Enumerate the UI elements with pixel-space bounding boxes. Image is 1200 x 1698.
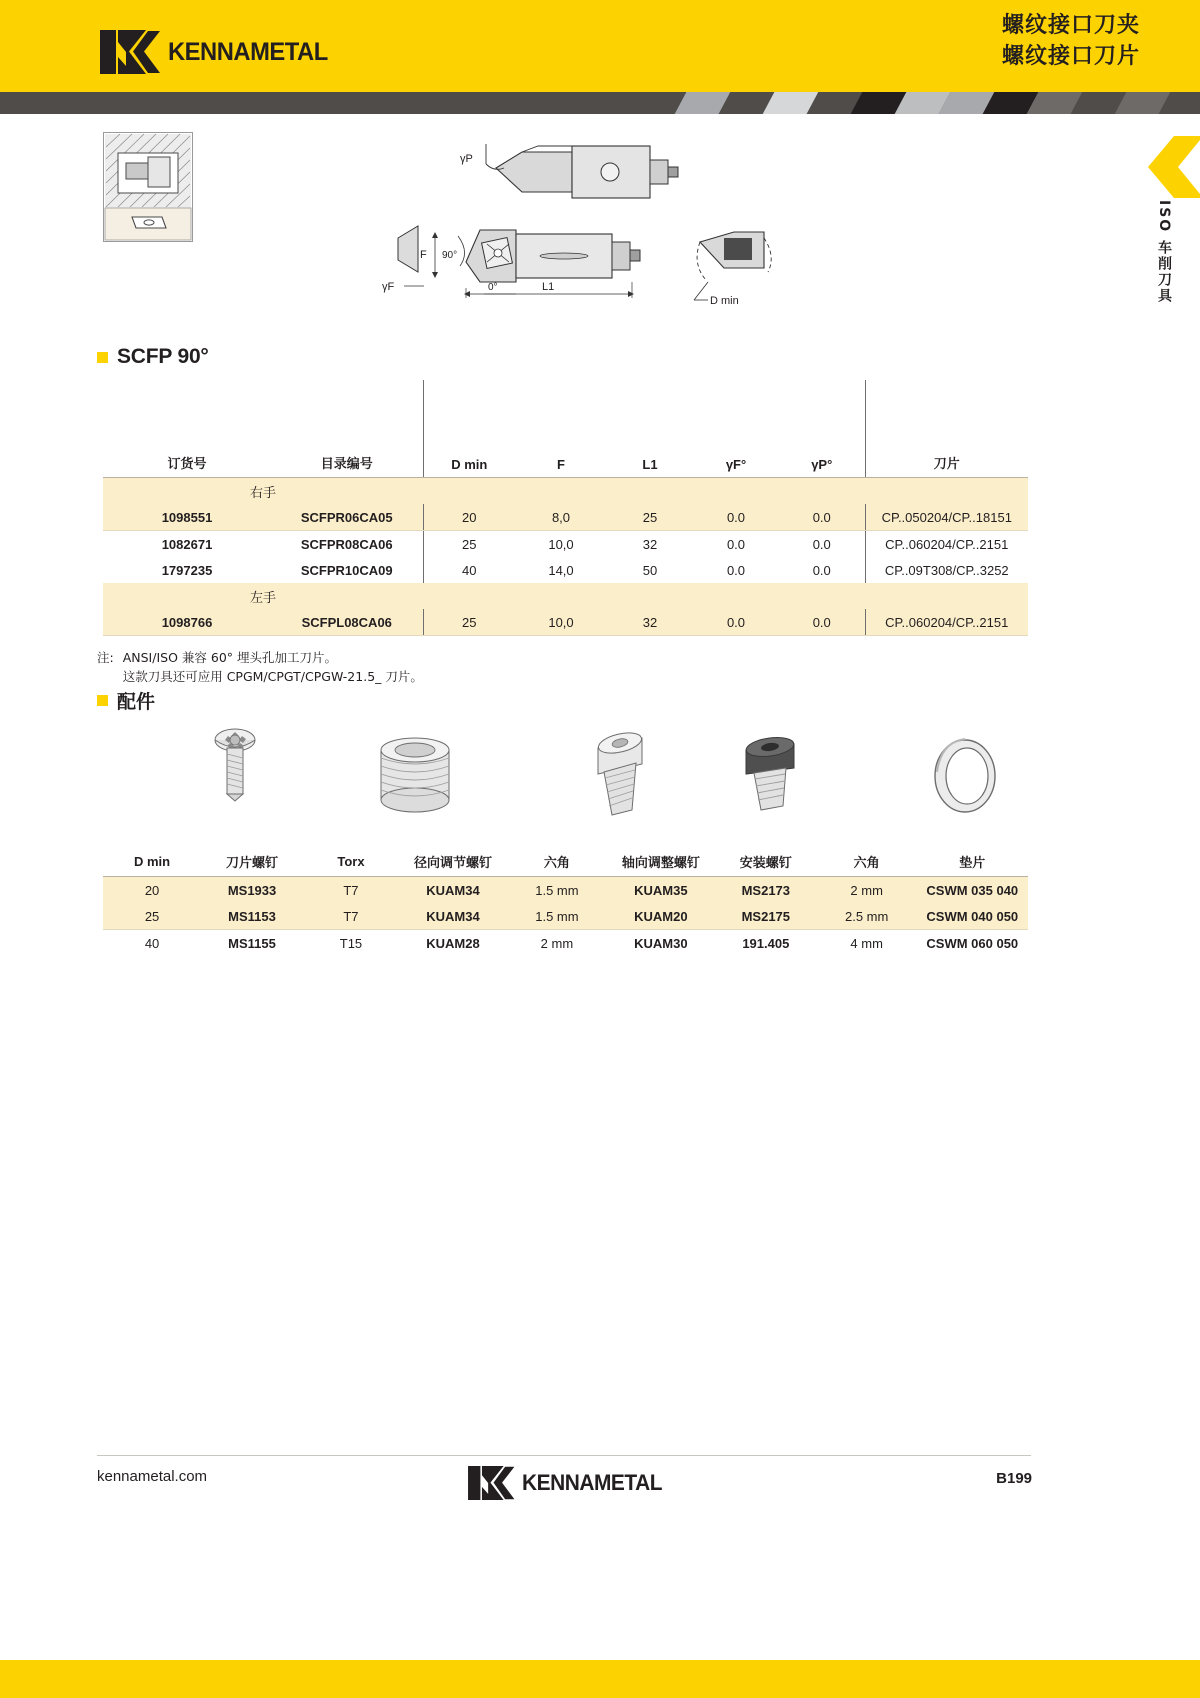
acc-cell-insert-screw: MS1933: [201, 877, 303, 904]
note-line-2: 这款刀具还可应用 CPGM/CPGT/CPGW-21.5_ 刀片。: [122, 669, 423, 684]
spec-col-catalog-no: 目录编号: [271, 380, 423, 478]
svg-text:F: F: [420, 249, 427, 261]
acc-col-mounting-screw: 安装螺钉: [715, 852, 817, 877]
spec-cell-d-min: 40: [423, 557, 515, 583]
spec-cell-order-no: 1082671: [161, 536, 213, 552]
svg-text:0°: 0°: [488, 282, 498, 293]
acc-col-hex-2: 六角: [817, 852, 917, 877]
acc-cell-hex-2: 2.5 mm: [817, 903, 917, 930]
spec-cell-l1: 32: [607, 609, 693, 636]
diagram-top-view: [430, 134, 760, 214]
spec-cell-catalog-no: SCFPL08CA06: [271, 609, 423, 636]
spec-cell-f: 10,0: [548, 536, 574, 552]
spec-cell-gamma-p: 0.0: [779, 504, 865, 531]
spec-cell-order-no: 1098551: [103, 504, 271, 531]
side-tab-label: ISO 车削刀具: [1156, 200, 1172, 305]
acc-col-insert-screw: 刀片螺钉: [201, 852, 303, 877]
spec-cell-order-no: 1797235: [161, 562, 213, 578]
kennametal-logo-icon: [100, 30, 162, 74]
acc-cell-axial-screw: KUAM30: [634, 935, 688, 951]
section-heading-scfp: [97, 345, 209, 369]
acc-col-hex-1: 六角: [507, 852, 607, 877]
spec-cell-catalog-no: SCFPR08CA06: [300, 536, 393, 552]
spec-cell-d-min: 25: [423, 609, 515, 636]
spec-cell-l1: 25: [607, 504, 693, 531]
chevron-left-icon: [1140, 136, 1200, 198]
technical-diagram: [0, 120, 1030, 350]
page-number: B199: [996, 1470, 1032, 1487]
spec-col-insert: 刀片: [865, 380, 1028, 478]
spec-cell-catalog-no: SCFPR06CA05: [271, 504, 423, 531]
kennametal-logo: [100, 30, 336, 74]
spec-col-d-min: D min: [423, 380, 515, 478]
spec-cell-gamma-f: 0.0: [726, 536, 746, 552]
spec-cell-f: 14,0: [548, 562, 574, 578]
acc-col-axial-screw: 轴向调整螺钉: [607, 852, 715, 877]
footer-logo: [468, 1466, 669, 1500]
spec-cell-d-min: 25: [423, 531, 515, 558]
spec-group-label-right: 右手: [103, 478, 423, 505]
spec-table: [103, 380, 1028, 636]
accessory-table: [103, 852, 1028, 956]
radial-adjust-screw-icon: [365, 728, 465, 828]
svg-text:D min: D min: [710, 295, 739, 307]
spec-group-label-left: 左手: [103, 583, 423, 609]
spec-table-head: [103, 380, 1028, 478]
mounting-screw-icon: [730, 728, 810, 828]
section-bullet-icon: [97, 695, 108, 706]
acc-cell-torx: T7: [303, 903, 399, 930]
spec-cell-gamma-p: 0.0: [779, 609, 865, 636]
acc-cell-mounting-screw: MS2173: [715, 877, 817, 904]
diagram-detail-view: [680, 220, 870, 340]
spec-cell-gamma-f: 0.0: [726, 562, 746, 578]
note-line-1: ANSI/ISO 兼容 60° 埋头孔加工刀片。: [122, 650, 337, 665]
acc-cell-torx: T7: [303, 877, 399, 904]
acc-cell-torx: T15: [339, 935, 363, 951]
section-heading-accessories: [97, 687, 155, 714]
spec-cell-gamma-p: 0.0: [812, 536, 831, 552]
kennametal-wordmark: KENNAMETAL: [168, 37, 328, 66]
table-row[interactable]: [103, 557, 1028, 583]
table-row[interactable]: [103, 903, 1028, 930]
acc-cell-radial-screw: KUAM28: [426, 935, 480, 951]
svg-text:L1: L1: [542, 281, 555, 293]
acc-cell-d-min: 25: [103, 903, 201, 930]
spec-col-l1: L1: [607, 380, 693, 478]
acc-cell-insert-screw: MS1153: [201, 903, 303, 930]
acc-cell-hex-2: 2 mm: [817, 877, 917, 904]
spec-cell-l1: 32: [642, 536, 658, 552]
acc-cell-hex-2: 4 mm: [850, 935, 883, 951]
spec-cell-insert: CP..09T308/CP..3252: [865, 557, 1028, 583]
kennametal-logo-icon: [468, 1466, 516, 1500]
shim-icon: [915, 734, 1015, 834]
acc-cell-radial-screw: KUAM34: [399, 877, 507, 904]
axial-adjust-screw-icon: [580, 724, 660, 824]
acc-cell-hex-1: 2 mm: [540, 935, 574, 951]
spec-col-gamma-p: γP°: [779, 380, 865, 478]
acc-col-radial-screw: 径向调节螺钉: [399, 852, 507, 877]
spec-table-container: [103, 380, 1028, 636]
spec-table-body: [103, 478, 1028, 636]
table-row[interactable]: [103, 877, 1028, 904]
acc-cell-d-min: 20: [103, 877, 201, 904]
acc-cell-axial-screw: KUAM20: [607, 903, 715, 930]
spec-cell-d-min: 20: [423, 504, 515, 531]
footer-wordmark: KENNAMETAL: [522, 1470, 662, 1495]
diagram-side-view: [380, 220, 720, 330]
spec-cell-insert: CP..060204/CP..2151: [865, 609, 1028, 636]
accessory-table-head: [103, 852, 1028, 877]
svg-text:γF: γF: [382, 281, 395, 293]
acc-cell-shim: CSWM 035 040: [917, 877, 1028, 904]
spec-col-gamma-f: γF°: [693, 380, 779, 478]
header-titles: [1002, 10, 1140, 72]
acc-cell-mounting-screw: MS2175: [715, 903, 817, 930]
svg-text:90°: 90°: [442, 250, 458, 261]
svg-text:γP: γP: [460, 153, 473, 165]
side-tab: [1140, 136, 1200, 305]
spec-table-header-row: [103, 380, 1028, 478]
acc-col-shim: 垫片: [917, 852, 1028, 877]
hazard-stripe-band: [0, 92, 1200, 114]
section-bullet-icon: [97, 352, 108, 363]
spec-cell-order-no: 1098766: [103, 609, 271, 636]
application-thumbnail-icon: [103, 132, 193, 242]
header-title-line-1: 螺纹接口刀夹: [1001, 13, 1140, 38]
spec-cell-insert: CP..050204/CP..18151: [865, 504, 1028, 531]
acc-cell-mounting-screw: 191.405: [742, 935, 790, 951]
note-label: 注:: [97, 650, 114, 665]
spec-cell-catalog-no: SCFPR10CA09: [300, 562, 393, 578]
section-title-scfp: SCFP 90°: [117, 345, 209, 368]
insert-screw-icon: [200, 722, 270, 822]
spec-cell-gamma-p: 0.0: [812, 562, 831, 578]
accessory-table-header-row: [103, 852, 1028, 877]
acc-cell-shim: CSWM 040 050: [917, 903, 1028, 930]
spec-note: [97, 648, 423, 686]
acc-cell-insert-screw: MS1155: [228, 935, 276, 951]
spec-col-order-no: 订货号: [103, 380, 271, 478]
acc-cell-d-min: 40: [144, 935, 160, 951]
acc-cell-hex-1: 1.5 mm: [507, 903, 607, 930]
footer-divider: [97, 1455, 1031, 1456]
spec-cell-insert: CP..060204/CP..2151: [865, 531, 1028, 558]
acc-col-torx: Torx: [303, 852, 399, 877]
spec-group-header-right: [103, 478, 1028, 505]
accessory-table-container: [103, 852, 1028, 956]
spec-cell-gamma-f: 0.0: [693, 504, 779, 531]
table-row[interactable]: [103, 531, 1028, 558]
footer-website-link[interactable]: kennametal.com: [97, 1468, 208, 1485]
spec-cell-f: 8,0: [515, 504, 607, 531]
table-row[interactable]: [103, 609, 1028, 636]
acc-cell-radial-screw: KUAM34: [399, 903, 507, 930]
table-row[interactable]: [103, 504, 1028, 531]
accessory-illustrations: [180, 718, 1020, 828]
acc-col-d-min: D min: [103, 852, 201, 877]
spec-cell-f: 10,0: [515, 609, 607, 636]
footer-band: [0, 1660, 1200, 1698]
section-title-accessories: 配件: [117, 691, 156, 713]
spec-group-header-left: [103, 583, 1028, 609]
accessory-table-body: [103, 877, 1028, 957]
spec-col-f: F: [515, 380, 607, 478]
spec-cell-gamma-f: 0.0: [693, 609, 779, 636]
acc-cell-shim: CSWM 060 050: [926, 935, 1019, 951]
spec-cell-l1: 50: [642, 562, 658, 578]
acc-cell-hex-1: 1.5 mm: [507, 877, 607, 904]
table-row[interactable]: [103, 930, 1028, 957]
header-title-line-2: 螺纹接口刀片: [1001, 44, 1140, 69]
acc-cell-axial-screw: KUAM35: [607, 877, 715, 904]
